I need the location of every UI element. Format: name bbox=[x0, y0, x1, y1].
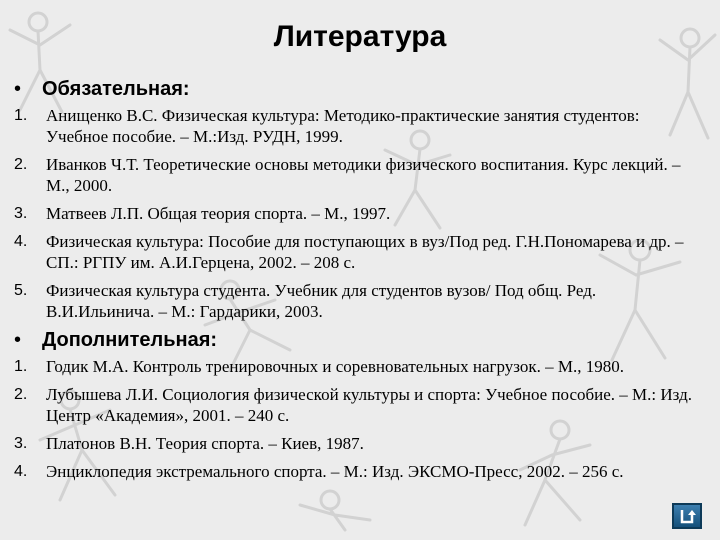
references-content bbox=[14, 76, 704, 489]
item-number: 3. bbox=[14, 435, 28, 452]
item-number: 2. bbox=[14, 386, 28, 403]
list-item bbox=[14, 203, 704, 224]
list-item bbox=[14, 280, 704, 322]
section-label: Дополнительная: bbox=[42, 329, 218, 351]
bullet-icon: • bbox=[14, 329, 22, 351]
reference-text: Физическая культура студента. Учебник для студентов вузов/ Под общ. Ред. В.И.Ильинича. – М.: Гардарики, 2003. bbox=[46, 281, 597, 321]
reference-text: Анищенко В.С. Физическая культура: Методико-практические занятия студентов: Учебное пособие. – М.:Изд. РУДН, 1999. bbox=[46, 106, 640, 146]
slide-title: Литература bbox=[273, 20, 447, 53]
item-number: 3. bbox=[14, 205, 28, 222]
item-number: 4. bbox=[14, 233, 28, 250]
section-required-header bbox=[14, 78, 704, 101]
reference-text: Матвеев Л.П. Общая теория спорта. – М., 1997. bbox=[46, 204, 391, 223]
section-additional-header bbox=[14, 329, 704, 352]
reference-text: Лубышева Л.И. Социология физической культуры и спорта: Учебное пособие. – М.: Изд. Центр «Академия», 2001. – 240 с. bbox=[46, 385, 692, 425]
reference-text: Физическая культура: Пособие для поступающих в вуз/Под ред. Г.Н.Пономарева и др. – СП.: РГПУ им. А.И.Герцена, 2002. – 208 с. bbox=[46, 232, 684, 272]
additional-references-list bbox=[14, 356, 704, 482]
reference-text: Годик М.А. Контроль тренировочных и соревновательных нагрузок. – М., 1980. bbox=[46, 357, 624, 376]
item-number: 1. bbox=[14, 358, 28, 375]
list-item bbox=[14, 384, 704, 426]
bullet-icon: • bbox=[14, 78, 22, 100]
reference-text: Энциклопедия экстремального спорта. – М.: Изд. ЭКСМО-Пресс, 2002. – 256 с. bbox=[46, 462, 624, 481]
section-label: Обязательная: bbox=[42, 78, 190, 100]
item-number: 4. bbox=[14, 463, 28, 480]
item-number: 1. bbox=[14, 107, 28, 124]
list-item bbox=[14, 356, 704, 377]
return-arrow-icon bbox=[677, 507, 697, 525]
required-references-list bbox=[14, 105, 704, 322]
return-button[interactable] bbox=[672, 503, 702, 529]
list-item bbox=[14, 231, 704, 273]
list-item bbox=[14, 154, 704, 196]
list-item bbox=[14, 433, 704, 454]
list-item bbox=[14, 461, 704, 482]
item-number: 5. bbox=[14, 282, 28, 299]
reference-text: Иванков Ч.Т. Теоретические основы методики физического воспитания. Курс лекций. – М., 2000. bbox=[46, 155, 681, 195]
reference-text: Платонов В.Н. Теория спорта. – Киев, 1987. bbox=[46, 434, 364, 453]
item-number: 2. bbox=[14, 156, 28, 173]
list-item bbox=[14, 105, 704, 147]
